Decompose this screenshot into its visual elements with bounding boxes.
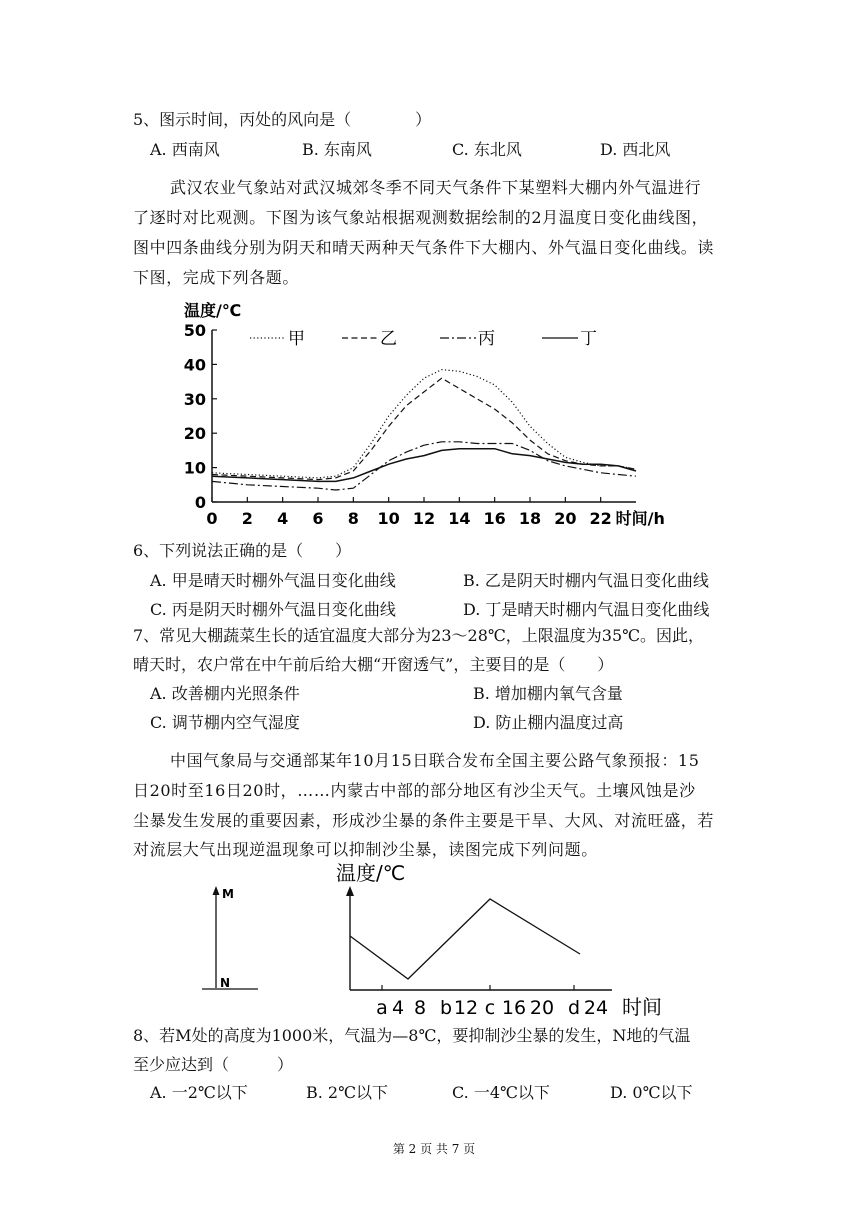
y-tick-label: 0 <box>194 493 206 512</box>
y-tick-label: 10 <box>183 458 206 478</box>
q8-option-b: B. 2℃以下 <box>306 1083 389 1102</box>
x-tick-label: 2 <box>241 509 253 528</box>
figure2-x-label: 24 <box>583 997 609 1019</box>
figure2-x-label: b <box>439 997 453 1019</box>
label-n: N <box>220 976 231 990</box>
figure2-x-label: d <box>567 997 581 1019</box>
q6-option-c: C. 丙是阴天时棚外气温日变化曲线 <box>150 600 396 619</box>
x-tick-label: 14 <box>448 509 471 528</box>
y-axis-title: 温度/℃ <box>184 301 242 320</box>
x-tick-label: 20 <box>554 509 577 528</box>
passage2-line-2: 日20时至16日20时，……内蒙古中部的部分地区有沙尘天气。土壤风蚀是沙 <box>133 781 696 800</box>
q8-stem-line-1: 8、若M处的高度为1000米，气温为—8℃，要抑制沙尘暴的发生，N地的气温 <box>133 1026 691 1045</box>
q7-stem-line-1: 7、常见大棚蔬菜生长的适宜温度大部分为23～28℃，上限温度为35℃。因此， <box>133 626 705 645</box>
x-tick-label: 12 <box>412 509 436 528</box>
q6-option-a: A. 甲是晴天时棚外气温日变化曲线 <box>150 571 396 590</box>
y-tick-label: 50 <box>183 321 206 340</box>
y-tick-label: 30 <box>183 389 206 409</box>
legend-label-4: 丁 <box>580 329 597 349</box>
figure2-x-label: 8 <box>413 997 427 1019</box>
q5-stem: 5、图示时间，丙处的风向是（ ） <box>133 110 432 129</box>
x-tick-label: 4 <box>277 509 289 528</box>
legend-label-3: 丙 <box>478 329 495 349</box>
q5-option-c: C. 东北风 <box>452 140 522 159</box>
legend-label-1: 甲 <box>288 329 305 349</box>
x-tick-label: 8 <box>347 509 359 528</box>
label-m: M <box>222 887 234 901</box>
x-axis-title: 时间/h <box>615 509 665 528</box>
q8-option-c: C. 一4℃以下 <box>452 1083 550 1102</box>
figure2-x-label: c <box>484 997 496 1019</box>
figure2-x-label: 20 <box>529 997 555 1019</box>
x-tick-label: 16 <box>483 509 506 528</box>
passage2-line-1: 中国气象局与交通部某年10月15日联合发布全国主要公路气象预报：15 <box>170 751 700 770</box>
q6-stem: 6、下列说法正确的是（ ） <box>133 541 352 560</box>
temperature-time-diagram <box>330 858 690 1020</box>
figure2-x-label: 12 <box>453 997 479 1019</box>
figure2-xlabel: 时间 <box>622 995 662 1019</box>
figure2-x-label: 4 <box>391 997 405 1019</box>
passage2-line-4: 对流层大气出现逆温现象可以抑制沙尘暴，读图完成下列问题。 <box>133 840 598 859</box>
height-axis-diagram <box>200 880 270 996</box>
y-tick-label: 20 <box>183 424 206 444</box>
x-tick-label: 0 <box>206 509 218 528</box>
q8-stem-line-2: 至少应达到（ ） <box>133 1055 294 1074</box>
passage2-line-3: 尘暴发生发展的重要因素，形成沙尘暴的条件主要是干旱、大风、对流旺盛，若 <box>133 811 715 830</box>
series-line-4 <box>212 449 636 482</box>
q8-option-d: D. 0℃以下 <box>610 1083 693 1102</box>
q7-option-d: D. 防止棚内温度过高 <box>473 713 624 732</box>
q5-option-a: A. 西南风 <box>150 140 220 159</box>
q7-option-a: A. 改善棚内光照条件 <box>150 684 300 703</box>
x-tick-label: 6 <box>312 509 324 528</box>
q5-option-b: B. 东南风 <box>302 140 372 159</box>
q7-option-b: B. 增加棚内氧气含量 <box>473 684 623 703</box>
passage1-line-1: 武汉农业气象站对武汉城郊冬季不同天气条件下某塑料大棚内外气温进行 <box>170 178 702 197</box>
q7-option-c: C. 调节棚内空气湿度 <box>150 713 300 732</box>
q5-option-d: D. 西北风 <box>600 140 671 159</box>
x-tick-label: 18 <box>518 509 542 528</box>
passage1-line-3: 图中四条曲线分别为阴天和晴天两种天气条件下大棚内、外气温日变化曲线。读 <box>133 238 715 257</box>
legend-label-2: 乙 <box>380 329 397 349</box>
x-tick-label: 22 <box>589 509 612 528</box>
temperature-line-chart <box>170 298 700 534</box>
series-line-2 <box>212 378 636 479</box>
passage1-line-4: 下图，完成下列各题。 <box>133 268 300 287</box>
q6-option-d: D. 丁是晴天时棚内气温日变化曲线 <box>463 600 710 619</box>
y-tick-label: 40 <box>183 355 206 375</box>
q8-option-a: A. 一2℃以下 <box>150 1083 248 1102</box>
figure2-ylabel: 温度/℃ <box>336 861 406 885</box>
figure2-x-label: a <box>376 997 388 1019</box>
x-tick-label: 10 <box>377 509 400 528</box>
q7-stem-line-2: 晴天时，农户常在中午前后给大棚“开窗透气”，主要目的是（ ） <box>133 655 614 674</box>
q6-option-b: B. 乙是阴天时棚内气温日变化曲线 <box>463 571 709 590</box>
figure2-x-label: 16 <box>501 997 527 1019</box>
passage1-line-2: 了逐时对比观测。下图为该气象站根据观测数据绘制的2月温度日变化曲线图， <box>133 208 709 227</box>
page-footer: 第 2 页 共 7 页 <box>392 1142 476 1156</box>
series-line-3 <box>212 442 636 490</box>
